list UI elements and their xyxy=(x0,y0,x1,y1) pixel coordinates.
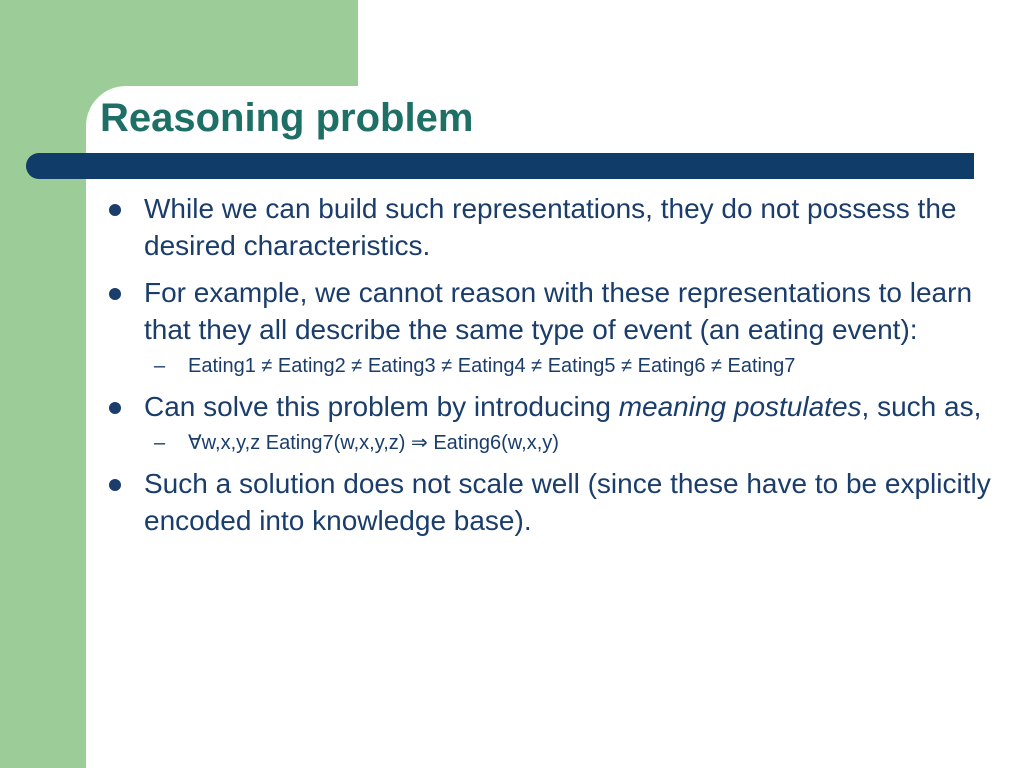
bullet-item xyxy=(108,388,998,425)
bullet-dot-icon xyxy=(109,204,121,216)
sub-bullet-dash: – xyxy=(154,432,166,454)
bullet-dot-icon xyxy=(109,479,121,491)
sub-bullet-text: Eating1 ≠ Eating2 ≠ Eating3 ≠ Eating4 ≠ Eating5 ≠ Eating6 ≠ Eating7 xyxy=(188,355,796,377)
bullet-dot-icon xyxy=(109,288,121,300)
title-underline-bar xyxy=(26,153,974,179)
slide-title: Reasoning problem xyxy=(100,96,474,140)
bullet-text-before: Can solve this problem by introducing xyxy=(144,391,619,422)
bullet-item xyxy=(108,465,998,539)
bullet-text-after: , such as, xyxy=(861,391,982,422)
bullet-dot-icon xyxy=(109,402,121,414)
slide-content xyxy=(108,190,998,549)
bullet-text: Such a solution does not scale well (since these have to be explicitly encoded into knowledge base). xyxy=(144,468,991,536)
sub-bullet-item xyxy=(108,429,998,457)
sub-bullet-dash: – xyxy=(154,355,166,377)
bullet-text-italic: meaning postulates xyxy=(618,391,862,422)
bullet-text: For example, we cannot reason with these representations to learn that they all describe the same type of event (an eating event): xyxy=(144,277,973,345)
sub-bullet-item xyxy=(108,352,998,380)
bullet-item xyxy=(108,274,998,348)
sub-bullet-text: ∀w,x,y,z Eating7(w,x,y,z) ⇒ Eating6(w,x,y) xyxy=(188,432,559,454)
bullet-text: While we can build such representations, they do not possess the desired characteristics. xyxy=(144,193,957,261)
bullet-item xyxy=(108,190,998,264)
